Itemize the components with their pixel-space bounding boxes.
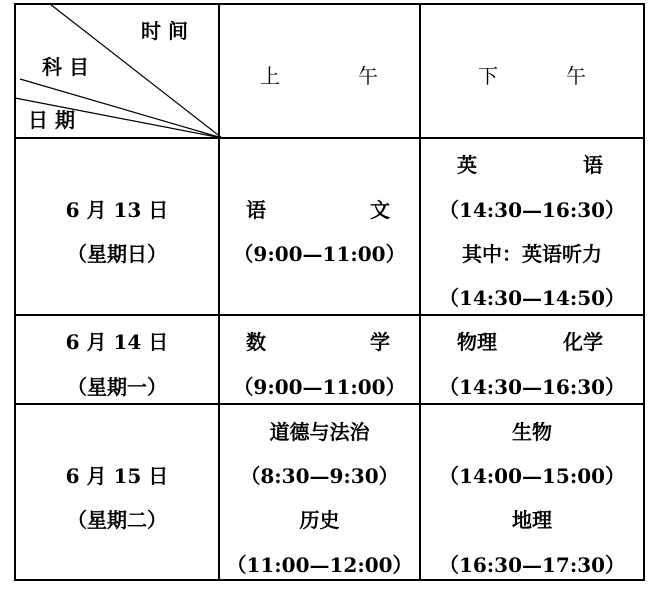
row3-pm-subject-1: 生物 (512, 420, 552, 444)
row3-pm-subject-2: 地理 (512, 508, 552, 532)
row2-pm-subject-part-1: 物理 (457, 330, 497, 354)
row1-pm-subject-char-1: 英 (457, 153, 477, 177)
row3-pm-time-1: （14:00—15:00） (438, 464, 626, 488)
row2-am-subject (246, 330, 390, 354)
row2-am-subject-char-2: 学 (370, 330, 390, 354)
row1-date: 6 月 13 日 (65, 198, 169, 222)
row3-am-subject-1: 道德与法治 (269, 420, 370, 444)
row1-pm-note-time: （14:30—14:50） (438, 286, 626, 310)
corner-label-subject: 科 目 (42, 55, 89, 79)
row1-pm-note: 其中：英语听力 (462, 242, 602, 266)
row1-am-subject-char-2: 文 (370, 198, 390, 222)
header-morning-char-2: 午 (358, 64, 378, 88)
row3-am-time-2: （11:00—12:00） (226, 553, 413, 577)
corner-label-date: 日 期 (28, 108, 75, 132)
header-morning-char-1: 上 (260, 64, 280, 88)
row2-am-subject-char-1: 数 (246, 330, 266, 354)
row2-weekday: （星期一） (67, 375, 167, 399)
row1-pm-subject (457, 153, 603, 177)
row2-pm-subject-part-2: 化学 (563, 330, 603, 354)
header-morning (260, 64, 378, 88)
header-afternoon (478, 64, 586, 88)
row1-pm-subject-char-2: 语 (583, 153, 603, 177)
row1-am-subject-char-1: 语 (246, 198, 266, 222)
row3-date: 6 月 15 日 (65, 464, 169, 488)
row1-pm-time: （14:30—16:30） (438, 198, 626, 222)
row3-pm-time-2: （16:30—17:30） (438, 553, 626, 577)
row3-weekday: （星期二） (67, 508, 167, 532)
corner-label-time: 时 间 (141, 19, 188, 43)
row3-am-time-1: （8:30—9:30） (240, 464, 399, 488)
row2-pm-subject (457, 330, 603, 354)
header-afternoon-char-2: 午 (566, 64, 586, 88)
row1-am-subject (246, 198, 390, 222)
row3-am-subject-2: 历史 (299, 508, 340, 532)
header-afternoon-char-1: 下 (478, 64, 498, 88)
row2-pm-time: （14:30—16:30） (438, 375, 626, 399)
row1-weekday: （星期日） (67, 242, 167, 266)
row2-am-time: （9:00—11:00） (233, 375, 406, 399)
row1-am-time: （9:00—11:00） (233, 242, 406, 266)
row2-date: 6 月 14 日 (65, 330, 169, 354)
